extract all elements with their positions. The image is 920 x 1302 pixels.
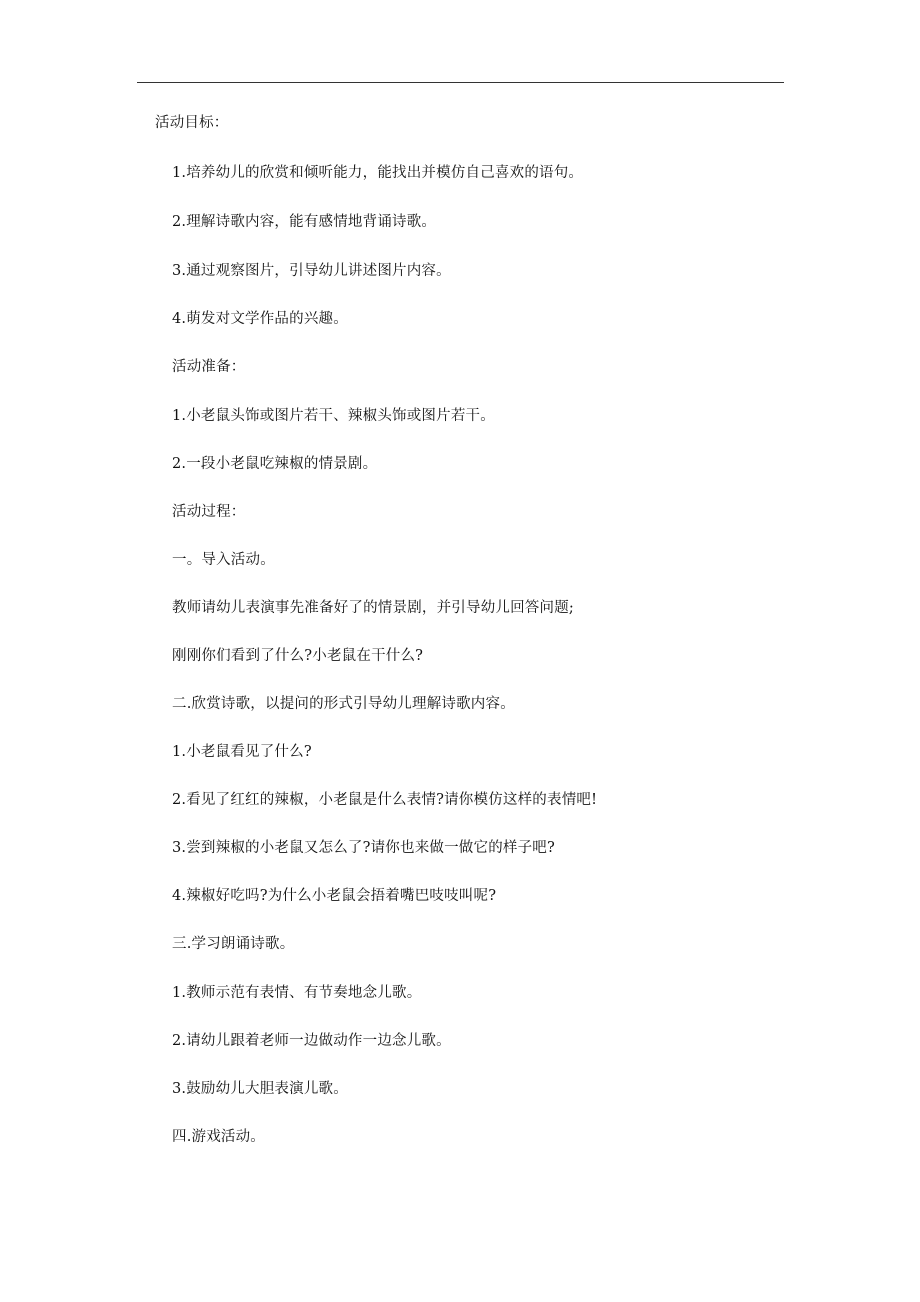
heading-activity-goals: 活动目标： <box>155 115 229 131</box>
process-section-2: 二.欣赏诗歌，以提问的形式引导幼儿理解诗歌内容。 <box>172 696 515 712</box>
goal-item-2: 2.理解诗歌内容，能有感情地背诵诗歌。 <box>172 214 437 230</box>
recite-step-3: 3.鼓励幼儿大胆表演儿歌。 <box>172 1081 348 1097</box>
recite-step-2: 2.请幼儿跟着老师一边做动作一边念儿歌。 <box>172 1033 451 1049</box>
goal-item-4: 4.萌发对文学作品的兴趣。 <box>172 311 348 327</box>
process-paragraph: 教师请幼儿表演事先准备好了的情景剧，并引导幼儿回答问题; <box>172 600 574 616</box>
header-rule <box>137 82 784 83</box>
question-item-2: 2.看见了红红的辣椒，小老鼠是什么表情?请你模仿这样的表情吧! <box>172 792 598 808</box>
process-section-3: 三.学习朗诵诗歌。 <box>172 936 295 952</box>
heading-activity-preparation: 活动准备： <box>172 359 246 375</box>
process-section-4: 四.游戏活动。 <box>172 1129 266 1145</box>
heading-activity-process: 活动过程： <box>172 504 246 520</box>
preparation-item-1: 1.小老鼠头饰或图片若干、辣椒头饰或图片若干。 <box>172 408 495 424</box>
preparation-item-2: 2.一段小老鼠吃辣椒的情景剧。 <box>172 456 378 472</box>
process-section-1: 一。导入活动。 <box>172 552 275 568</box>
process-paragraph: 刚刚你们看到了什么?小老鼠在干什么? <box>172 648 424 664</box>
goal-item-1: 1.培养幼儿的欣赏和倾听能力，能找出并模仿自己喜欢的语句。 <box>172 165 584 181</box>
question-item-4: 4.辣椒好吃吗?为什么小老鼠会捂着嘴巴吱吱叫呢? <box>172 888 497 904</box>
question-item-3: 3.尝到辣椒的小老鼠又怎么了?请你也来做一做它的样子吧? <box>172 840 555 856</box>
goal-item-3: 3.通过观察图片，引导幼儿讲述图片内容。 <box>172 263 451 279</box>
recite-step-1: 1.教师示范有表情、有节奏地念儿歌。 <box>172 985 422 1001</box>
question-item-1: 1.小老鼠看见了什么? <box>172 744 312 760</box>
